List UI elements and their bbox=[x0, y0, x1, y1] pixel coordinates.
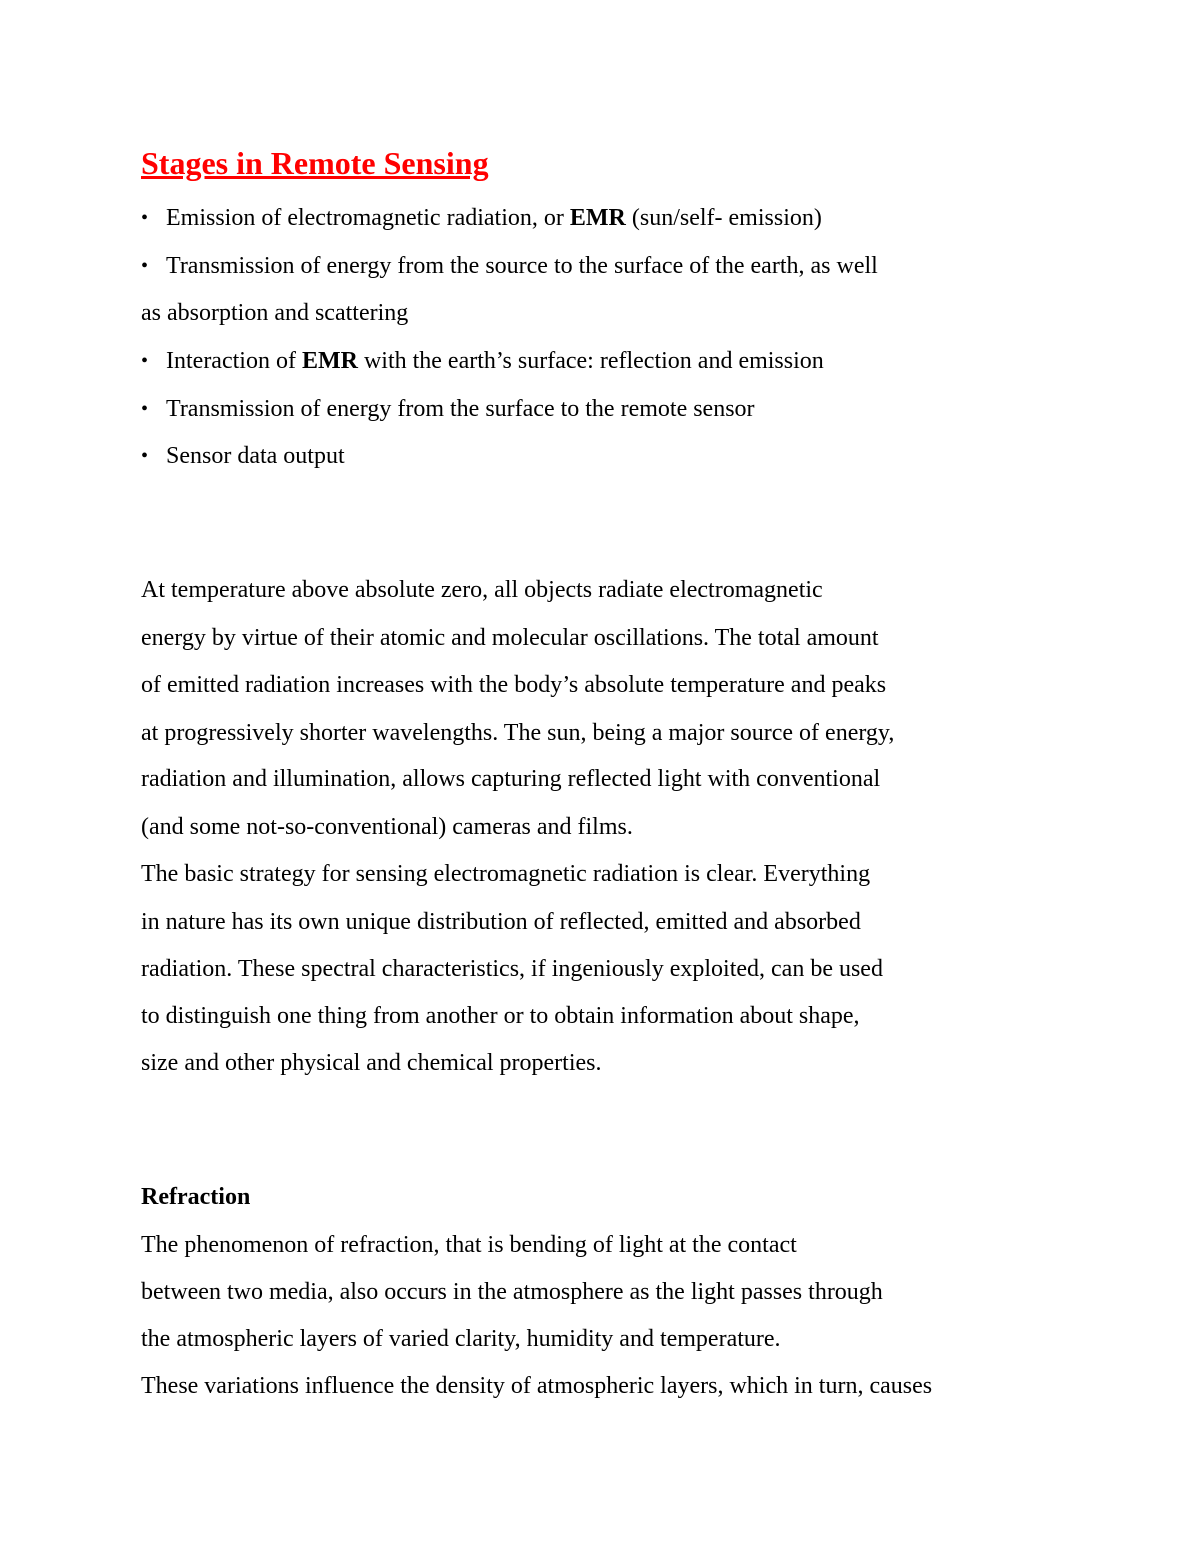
paragraph-line: radiation and illumination, allows capturing reflected light with conventional bbox=[141, 766, 881, 792]
paragraph-line: At temperature above absolute zero, all objects radiate electromagnetic bbox=[141, 577, 823, 603]
bullet-icon: • bbox=[141, 255, 149, 277]
paragraph-line: The phenomenon of refraction, that is bending of light at the contact bbox=[141, 1232, 797, 1258]
paragraph-line: energy by virtue of their atomic and molecular oscillations. The total amount bbox=[141, 625, 879, 651]
paragraph-line: The basic strategy for sensing electromagnetic radiation is clear. Everything bbox=[141, 861, 871, 887]
paragraph-line: to distinguish one thing from another or to obtain information about shape, bbox=[141, 1003, 860, 1029]
paragraph-line: (and some not-so-conventional) cameras and films. bbox=[141, 814, 633, 840]
paragraph-line: of emitted radiation increases with the body’s absolute temperature and peaks bbox=[141, 672, 887, 698]
list-item: • Emission of electromagnetic radiation, or EMR (sun/self- emission) bbox=[141, 205, 822, 231]
bullet-icon: • bbox=[141, 350, 149, 372]
document-title: Stages in Remote Sensing bbox=[141, 145, 489, 181]
list-item: • Interaction of EMR with the earth’s surface: reflection and emission bbox=[141, 348, 824, 374]
bullet-icon: • bbox=[141, 398, 149, 420]
paragraph-line: between two media, also occurs in the atmosphere as the light passes through bbox=[141, 1279, 883, 1305]
paragraph-line: These variations influence the density of atmospheric layers, which in turn, causes bbox=[141, 1373, 933, 1399]
paragraph-line: in nature has its own unique distribution of reflected, emitted and absorbed bbox=[141, 909, 861, 935]
list-item: • Transmission of energy from the surface to the remote sensor bbox=[141, 396, 755, 422]
list-item: • Sensor data output bbox=[141, 443, 345, 469]
bullet-icon: • bbox=[141, 445, 149, 467]
list-item: • Transmission of energy from the source to the surface of the earth, as well bbox=[141, 253, 878, 279]
paragraph-line: the atmospheric layers of varied clarity, humidity and temperature. bbox=[141, 1326, 781, 1352]
bullet-icon: • bbox=[141, 207, 149, 229]
paragraph-line: radiation. These spectral characteristics, if ingeniously exploited, can be used bbox=[141, 956, 883, 982]
paragraph-line: at progressively shorter wavelengths. The sun, being a major source of energy, bbox=[141, 720, 895, 746]
paragraph-line: size and other physical and chemical properties. bbox=[141, 1050, 602, 1076]
list-item-continuation: as absorption and scattering bbox=[141, 300, 409, 326]
section-heading-refraction: Refraction bbox=[141, 1184, 251, 1210]
